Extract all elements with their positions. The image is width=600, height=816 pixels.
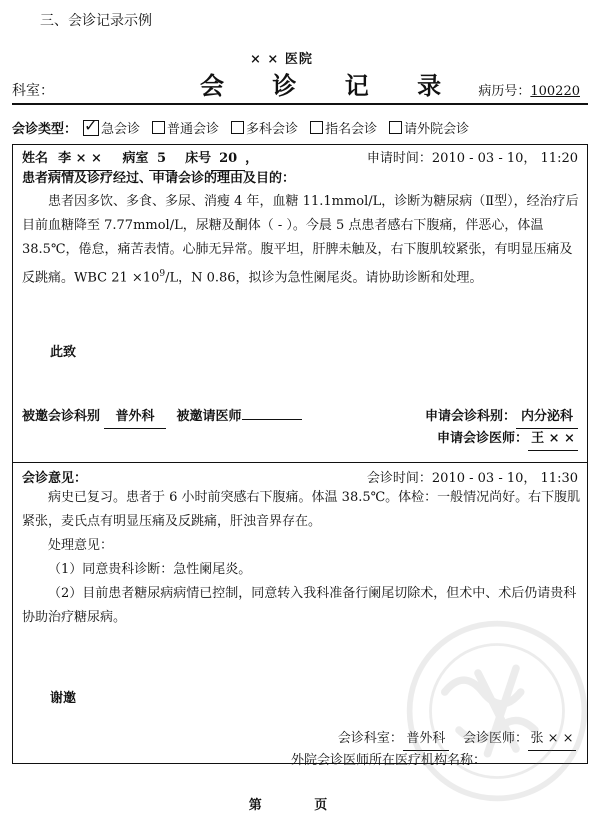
invited-department-value: 普外科 [104, 406, 166, 429]
apply-department-value: 内分泌科 [516, 406, 578, 429]
checkbox-icon[interactable] [152, 121, 165, 134]
apply-doctor: 申请会诊医师： 王 × × [437, 428, 578, 451]
opinion-time-value: 2010 - 03 - 10， 11:30 [431, 471, 578, 486]
invited-department: 被邀会诊科别 普外科 被邀请医师 [22, 406, 302, 429]
opinion-body [22, 486, 582, 630]
plan-label: 处理意见： [48, 538, 114, 553]
consult-type-regular[interactable]: 普通会诊 [152, 118, 219, 137]
opinion-closing: 谢邀 [50, 691, 77, 706]
checked-box-icon[interactable] [83, 120, 99, 136]
request-time-value: 2010 - 03 - 10， 11:20 [431, 151, 578, 166]
invited-doctor-value [242, 419, 302, 420]
checkbox-icon[interactable] [231, 121, 244, 134]
hospital-name: × × 医院 [250, 52, 313, 67]
request-text: 患者因多饮、多食、多尿、消瘦 4 年，血糖 11.1mmol/L，诊断为糖尿病（Ⅱ型），经治疗后目前血糖降至 7.77mmol/L，尿糖及酮体（ - ）。今晨 5 点患者感右下腹痛，伴恶心，体温 38.5℃，倦怠，痛苦表情。心肺无异常。腹平坦，肝脾未触及，右下腹肌较紧张，有明显压痛及反跳痛。WBC $21 \times 10^9/L$，N 0.86，拟诊为急性阑尾炎。请协助诊断和处理。 [22, 194, 579, 286]
patient-bed: 20 [211, 148, 245, 171]
section-divider [12, 462, 588, 463]
consult-type-label: 会诊类型： [12, 122, 78, 137]
patient-name: 李 × × [48, 148, 112, 171]
consult-type-external[interactable]: 请外院会诊 [389, 118, 469, 137]
document-title: 会 诊 记 录 [200, 71, 462, 100]
opinion-label: 会诊意见： [22, 471, 88, 486]
plan-item-1: （1）同意贵科诊断：急性阑尾炎。 [48, 562, 252, 577]
section-title: 三、会诊记录示例 [40, 13, 152, 29]
consult-department-value: 普外科 [403, 728, 449, 751]
header-rule [12, 103, 588, 105]
record-number [478, 80, 580, 99]
record-number-label: 病历号： [478, 84, 531, 99]
department-label: 科室： [12, 83, 54, 99]
consult-type-row [12, 118, 481, 137]
external-institution: 外院会诊医师所在医疗机构名称： [291, 750, 576, 772]
apply-department: 申请会诊科别： 内分泌科 [425, 406, 578, 429]
apply-doctor-value: 王 × × [528, 428, 578, 451]
page-number: 第 页 [248, 798, 352, 813]
watermark-seal-icon [402, 616, 592, 806]
checkbox-icon[interactable] [389, 121, 402, 134]
request-closing: 此致 [50, 345, 77, 360]
opinion-time: 会诊时间：2010 - 03 - 10， 11:30 [366, 471, 578, 486]
request-time: 申请时间：2010 - 03 - 10， 11:20 [366, 151, 578, 166]
checkbox-icon[interactable] [310, 121, 323, 134]
consult-type-named[interactable]: 指名会诊 [310, 118, 377, 137]
opinion-text: 病史已复习。患者于 6 小时前突感右下腹痛。体温 38.5℃。体检：一般情况尚好。右下腹肌紧张，麦氏点有明显压痛及反跳痛，肝浊音界存在。 [22, 490, 581, 529]
consult-signature: 会诊科室： 普外科 会诊医师： 张 × × [338, 728, 576, 751]
patient-room: 5 [149, 148, 175, 171]
record-number-value: 100220 [530, 84, 580, 99]
consult-type-multi[interactable]: 多科会诊 [231, 118, 298, 137]
plan-item-2: （2）目前患者糖尿病病情已控制，同意转入我科准备行阑尾切除术，但术中、术后仍请贵科协助治疗糖尿病。 [22, 586, 577, 625]
consult-type-emergency[interactable]: ✓ 急会诊 [83, 118, 140, 137]
consult-doctor-value: 张 × × [528, 728, 576, 751]
request-heading: 患者病情及诊疗经过、申请会诊的理由及目的： [22, 171, 296, 186]
patient-info: 姓名 李 × × 病室 5 床号 20 ， [22, 148, 258, 171]
